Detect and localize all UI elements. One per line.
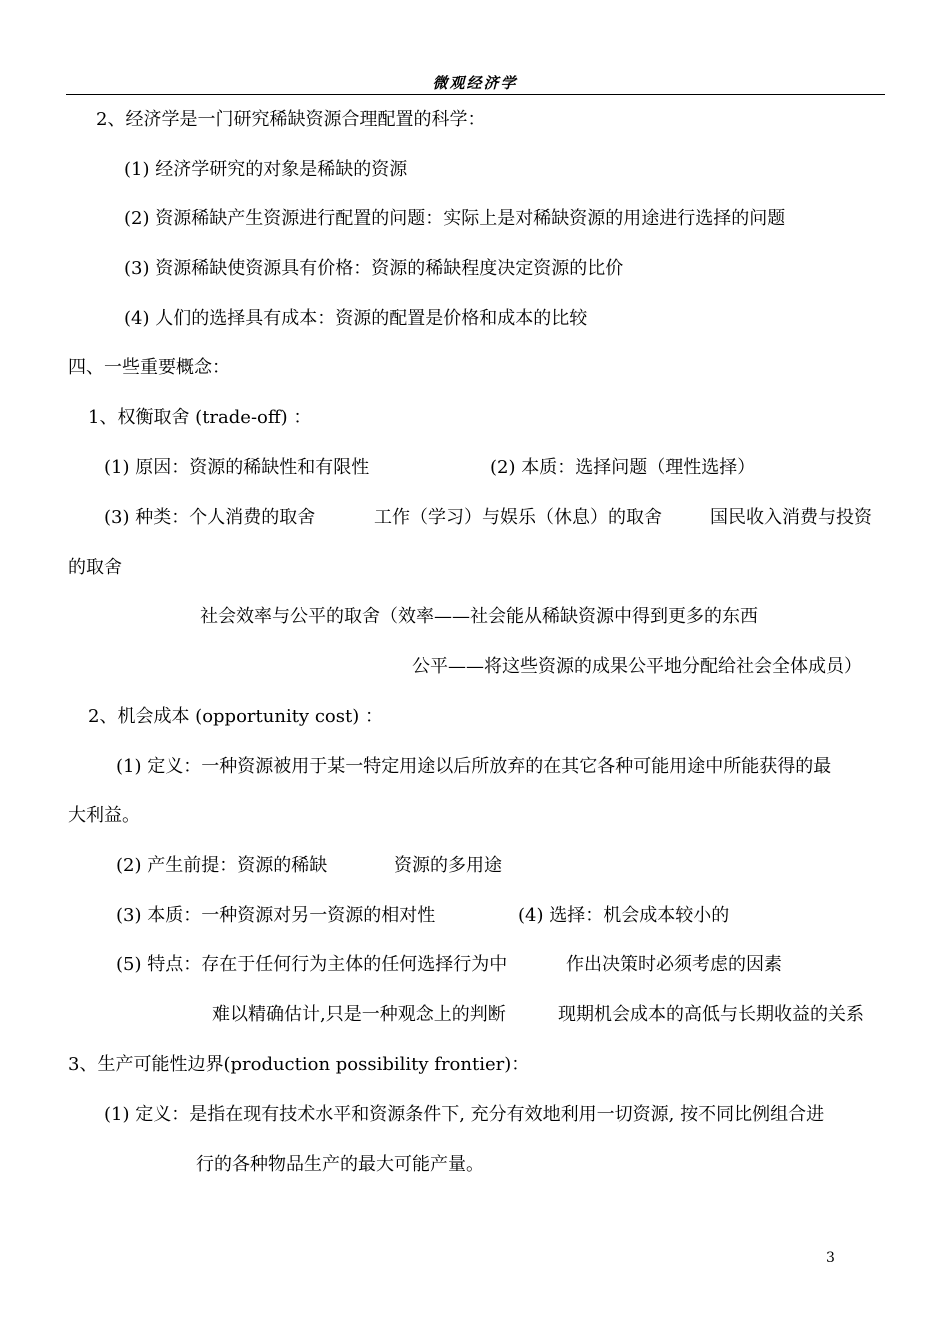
text-continuation: 大利益。	[68, 805, 140, 826]
list-item: 工作（学习）与娱乐（休息）的取舍	[374, 507, 662, 528]
list-item: (2) 产生前提：资源的稀缺	[116, 855, 328, 876]
list-item: (2) 资源稀缺产生资源进行配置的问题：实际上是对稀缺资源的用途进行选择的问题	[124, 208, 786, 229]
list-item: 国民收入消费与投资	[710, 507, 872, 528]
list-item: (1) 经济学研究的对象是稀缺的资源	[124, 159, 408, 180]
list-item: (3) 种类：个人消费的取舍	[104, 507, 316, 528]
text-continuation: 行的各种物品生产的最大可能产量。	[196, 1154, 484, 1175]
section-heading-2: 2、经济学是一门研究稀缺资源合理配置的科学：	[96, 109, 486, 130]
list-item: (1) 原因：资源的稀缺性和有限性	[104, 457, 370, 478]
text-line: 难以精确估计,只是一种观念上的判断	[212, 1004, 506, 1025]
list-item: 作出决策时必须考虑的因素	[566, 954, 782, 975]
list-item: 资源的多用途	[394, 855, 502, 876]
text-continuation: 的取舍	[68, 557, 122, 578]
list-item: (1) 定义：一种资源被用于某一特定用途以后所放弃的在其它各种可能用途中所能获得的最	[116, 756, 832, 777]
chapter-heading: 四、一些重要概念：	[68, 357, 230, 378]
list-item: (4) 选择：机会成本较小的	[518, 905, 730, 926]
list-item: (2) 本质：选择问题（理性选择）	[490, 457, 756, 478]
section-heading-opportunity-cost: 2、机会成本 (opportunity cost) ：	[88, 706, 383, 727]
section-heading-tradeoff: 1、权衡取舍 (trade-off) ：	[88, 407, 312, 428]
section-heading-ppf: 3、生产可能性边界(production possibility frontier)：	[68, 1054, 530, 1075]
header-rule	[66, 94, 885, 95]
list-item: (1) 定义：是指在现有技术水平和资源条件下, 充分有效地利用一切资源, 按不同比例组合进	[104, 1104, 825, 1125]
text-line: 社会效率与公平的取舍（效率——社会能从稀缺资源中得到更多的东西	[200, 606, 758, 627]
list-item: (4) 人们的选择具有成本：资源的配置是价格和成本的比较	[124, 308, 588, 329]
list-item: (5) 特点：存在于任何行为主体的任何选择行为中	[116, 954, 508, 975]
text-line: 公平——将这些资源的成果公平地分配给社会全体成员）	[412, 656, 862, 677]
list-item: (3) 本质：一种资源对另一资源的相对性	[116, 905, 436, 926]
list-item: (3) 资源稀缺使资源具有价格：资源的稀缺程度决定资源的比价	[124, 258, 624, 279]
text-line: 现期机会成本的高低与长期收益的关系	[558, 1004, 864, 1025]
page-header-title: 微观经济学	[432, 74, 518, 92]
page-number: 3	[826, 1250, 835, 1266]
